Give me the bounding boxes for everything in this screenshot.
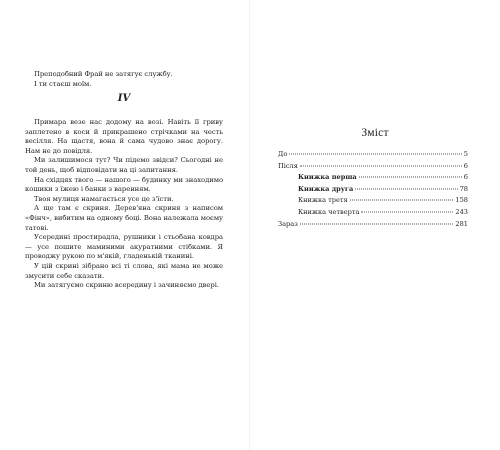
table-of-contents [278,150,468,231]
top-text-block [25,70,223,89]
paragraph: Ми залишимося тут? Чи підемо звідси? Сьогодні не той день, щоб відповідати на ці запитання. [25,156,223,174]
body-text-block [25,118,223,291]
toc-entry-label: Книжка перша [298,173,357,182]
toc-leader-dots [300,165,462,166]
paragraph: Ми затягуємо скриню всередину і зачиняємо двері. [34,281,219,290]
paragraph: Примара везе нас додому на возі. Навіть її гриву заплетено в коси й прикрашено стрічками на честь весілля. На щастя, вона й сама чудово знає дорогу. Нам не до повідля. [25,118,223,155]
toc-entry[interactable] [278,185,468,197]
toc-entry-label: Книжка третя [298,196,348,205]
toc-entry[interactable] [278,196,468,208]
paragraph: Твоя мулиця намагається усе це з'їсти. [34,194,174,203]
paragraph: У цій скрині зібрано всі ті слова, які мама не може змусити себе сказати. [25,261,223,280]
right-page [250,0,500,450]
toc-leader-dots [289,154,461,155]
toc-entry[interactable] [278,150,468,162]
toc-entry-label: До [278,150,288,158]
toc-entry-page: 6 [463,173,468,182]
toc-leader-dots [350,200,454,201]
toc-entry-page: 158 [455,196,468,205]
toc-leader-dots [359,177,462,178]
toc-entry[interactable] [278,220,468,232]
toc-entry-label: Зараз [278,219,298,228]
paragraph: Преподобний Фрай не затягує службу. [34,70,173,78]
paragraph: І ти стаєш моїм. [34,79,92,88]
toc-entry[interactable] [278,173,468,185]
section-numeral: IV [117,93,131,104]
toc-leader-dots [361,211,453,212]
toc-entry-label: Книжка друга [298,184,354,193]
toc-leader-dots [355,188,457,189]
toc-leader-dots [300,223,454,224]
paragraph: А ще там є скриня. Дерев'яна скриня з написом «Фінч», вибитим на одному боці. Вона належала моєму татові. [25,204,223,232]
toc-entry-label: Після [278,161,298,170]
toc-entry-page: 78 [459,184,468,193]
toc-entry[interactable] [278,162,468,174]
toc-entry-page: 6 [463,161,468,170]
paragraph: Усередині простирадла, рушники і стьобана ковдра — усе пошите маминими акуратними стібками. Я проводжу рукою по м'якій, гладенькій тканині. [25,233,223,261]
toc-title: Зміст [361,127,389,139]
paragraph: На східцях твого — нашого — будинку ми знаходимо кошики з їжею і банки з варенням. [25,175,223,194]
toc-entry[interactable] [278,208,468,220]
toc-entry-label: Книжка четверта [298,207,360,216]
toc-entry-page: 281 [455,219,468,228]
toc-entry-page: 5 [463,150,468,158]
toc-entry-page: 243 [455,207,468,216]
